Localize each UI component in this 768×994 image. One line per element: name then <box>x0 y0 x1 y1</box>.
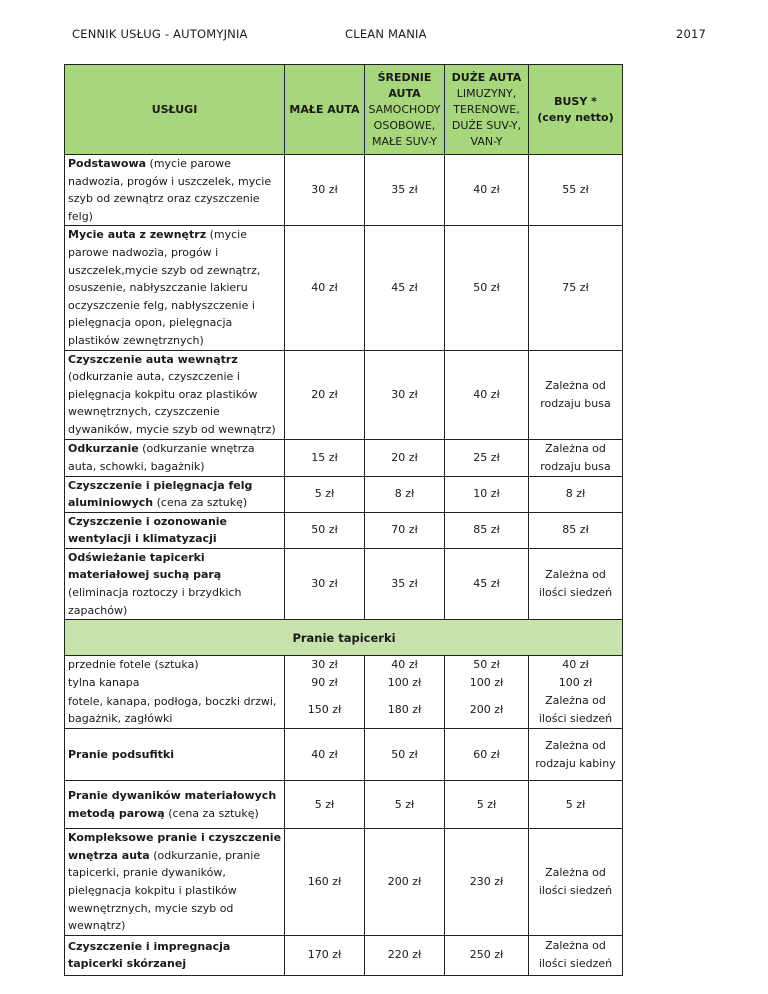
service-note: (mycie parowe nadwozia, progów i uszczelek,mycie szyb od zewnątrz, osuszenie, nabłyszczanie lakieru oczyszczenie felg, nabłyszczenie i pielęgnacja opon, pielęgnacja plastików zewnętrznych) <box>68 228 261 347</box>
price-male: 50 zł <box>285 512 365 548</box>
service-name: Pranie podsufitki <box>68 747 174 761</box>
header-left: CENNIK USŁUG - AUTOMYJNIA <box>72 27 248 41</box>
price-male: 40 zł <box>285 729 365 781</box>
table-row <box>65 656 623 675</box>
price-busy: 75 zł <box>529 226 623 350</box>
table-row <box>65 829 623 936</box>
service-desc <box>65 226 285 350</box>
price-srednie: 20 zł <box>365 439 445 476</box>
section-title-cell <box>65 620 623 656</box>
price-srednie: 50 zł <box>365 729 445 781</box>
service-name: Czyszczenie i ozonowanie wentylacji i klimatyzacji <box>68 514 228 546</box>
service-desc <box>65 350 285 439</box>
service-name: Czyszczenie auta wewnątrz <box>68 352 238 366</box>
service-name: Pranie dywaników materiałowych metodą parową <box>68 789 277 820</box>
service-note: (eliminacja roztoczy i brzydkich zapachów) <box>68 586 242 617</box>
col-header-duze <box>445 65 529 155</box>
price-male: 5 zł <box>285 781 365 829</box>
service-name: Podstawowa <box>68 157 147 170</box>
table-row <box>65 729 623 781</box>
table-row <box>65 155 623 226</box>
price-srednie: 40 zł <box>365 656 445 675</box>
col-srednie-title: ŚREDNIE AUTA <box>377 70 432 100</box>
price-srednie: 45 zł <box>365 226 445 350</box>
price-male: 30 zł <box>285 656 365 675</box>
price-busy: Zależna od ilości siedzeń <box>529 935 623 975</box>
price-srednie: 5 zł <box>365 781 445 829</box>
service-note: (mycie parowe nadwozia, progów i uszczelek, mycie szyb od zewnątrz oraz czyszczenie felg) <box>68 157 272 223</box>
service-name: Kompleksowe pranie i czyszczenie wnętrza auta <box>68 831 282 862</box>
service-name: Czyszczenie i pielęgnacja felg aluminiowych <box>68 478 253 510</box>
upholstery-label: przednie fotele (sztuka) <box>65 656 285 675</box>
table-row <box>65 935 623 975</box>
service-note: (odkurzanie auta, czyszczenie i pielęgnacja kokpitu oraz plastików wewnętrznych, czyszczenie dywaników, mycie szyb od wewnątrz) <box>68 370 276 436</box>
price-busy: 100 zł <box>529 674 623 692</box>
price-duze: 40 zł <box>445 155 529 226</box>
price-duze: 250 zł <box>445 935 529 975</box>
price-srednie: 180 zł <box>365 692 445 729</box>
price-busy: 8 zł <box>529 476 623 512</box>
price-srednie: 8 zł <box>365 476 445 512</box>
price-duze: 85 zł <box>445 512 529 548</box>
price-srednie: 30 zł <box>365 350 445 439</box>
price-male: 30 zł <box>285 548 365 619</box>
upholstery-label: tylna kanapa <box>65 674 285 692</box>
service-note: (odkurzanie, pranie tapicerki, pranie dywaników, pielęgnacja kokpitu i plastików wewnętrznych, mycie szyb od wewnątrz) <box>68 848 261 933</box>
table-row <box>65 476 623 512</box>
table-row <box>65 548 623 619</box>
price-duze: 25 zł <box>445 439 529 476</box>
col-header-srednie <box>365 65 445 155</box>
price-busy: Zależna od ilości siedzeń <box>529 692 623 729</box>
price-male: 20 zł <box>285 350 365 439</box>
upholstery-label: fotele, kanapa, podłoga, boczki drzwi, bagażnik, zagłówki <box>65 692 285 729</box>
price-busy: Zależna od ilości siedzeń <box>529 829 623 936</box>
service-note: (odkurzanie wnętrza auta, schowki, bagażnik) <box>68 441 255 473</box>
price-table <box>64 64 623 976</box>
price-srednie: 35 zł <box>365 155 445 226</box>
table-row <box>65 674 623 692</box>
price-duze: 50 zł <box>445 656 529 675</box>
service-name: Czyszczenie i impregnacja tapicerki skórzanej <box>68 939 231 971</box>
price-duze: 40 zł <box>445 350 529 439</box>
price-busy: Zależna od rodzaju busa <box>529 439 623 476</box>
price-male: 150 zł <box>285 692 365 729</box>
service-desc <box>65 935 285 975</box>
price-duze: 60 zł <box>445 729 529 781</box>
price-male: 160 zł <box>285 829 365 936</box>
price-srednie: 100 zł <box>365 674 445 692</box>
price-srednie: 35 zł <box>365 548 445 619</box>
col-duze-sub: LIMUZYNY, TERENOWE, DUŻE SUV-Y, VAN-Y <box>451 86 522 148</box>
price-busy: Zależna od ilości siedzeń <box>529 548 623 619</box>
section-title: Pranie tapicerki <box>292 630 396 645</box>
price-duze: 100 zł <box>445 674 529 692</box>
price-busy: Zależna od rodzaju busa <box>529 350 623 439</box>
service-desc <box>65 155 285 226</box>
service-desc <box>65 781 285 829</box>
table-row <box>65 350 623 439</box>
service-note: (cena za sztukę) <box>164 806 259 820</box>
col-srednie-sub: SAMOCHODY OSOBOWE, MAŁE SUV-Y <box>368 102 441 148</box>
price-duze: 50 zł <box>445 226 529 350</box>
price-male: 15 zł <box>285 439 365 476</box>
col-busy-title: BUSY * <box>554 94 597 108</box>
service-name: Odświeżanie tapicerki materiałowej suchą parą <box>68 550 222 582</box>
service-name: Odkurzanie <box>68 441 139 455</box>
col-busy-sub: (ceny netto) <box>537 110 614 124</box>
service-desc <box>65 512 285 548</box>
price-busy: 85 zł <box>529 512 623 548</box>
price-male: 170 zł <box>285 935 365 975</box>
price-male: 90 zł <box>285 674 365 692</box>
price-duze: 200 zł <box>445 692 529 729</box>
col-header-busy <box>529 65 623 155</box>
table-row <box>65 692 623 729</box>
table-row <box>65 439 623 476</box>
service-note: (cena za sztukę) <box>153 496 248 510</box>
price-duze: 45 zł <box>445 548 529 619</box>
price-busy: 40 zł <box>529 656 623 675</box>
price-srednie: 220 zł <box>365 935 445 975</box>
service-desc <box>65 548 285 619</box>
price-duze: 5 zł <box>445 781 529 829</box>
price-srednie: 200 zł <box>365 829 445 936</box>
table-header-row <box>65 65 623 155</box>
price-srednie: 70 zł <box>365 512 445 548</box>
table-row <box>65 781 623 829</box>
price-male: 5 zł <box>285 476 365 512</box>
service-desc <box>65 439 285 476</box>
price-busy: 55 zł <box>529 155 623 226</box>
col-header-uslugi: USŁUGI <box>65 65 285 155</box>
service-desc <box>65 829 285 936</box>
section-row <box>65 620 623 656</box>
service-desc <box>65 476 285 512</box>
price-busy: Zależna od rodzaju kabiny <box>529 729 623 781</box>
header-center: CLEAN MANIA <box>345 27 427 41</box>
table-row <box>65 226 623 350</box>
table-row <box>65 512 623 548</box>
col-header-male: MAŁE AUTA <box>285 65 365 155</box>
price-busy: 5 zł <box>529 781 623 829</box>
service-desc <box>65 729 285 781</box>
price-duze: 10 zł <box>445 476 529 512</box>
price-male: 40 zł <box>285 226 365 350</box>
service-name: Mycie auta z zewnętrz <box>68 228 207 242</box>
price-male: 30 zł <box>285 155 365 226</box>
header-year: 2017 <box>676 27 707 41</box>
col-duze-title: DUŻE AUTA <box>451 70 522 84</box>
price-duze: 230 zł <box>445 829 529 936</box>
